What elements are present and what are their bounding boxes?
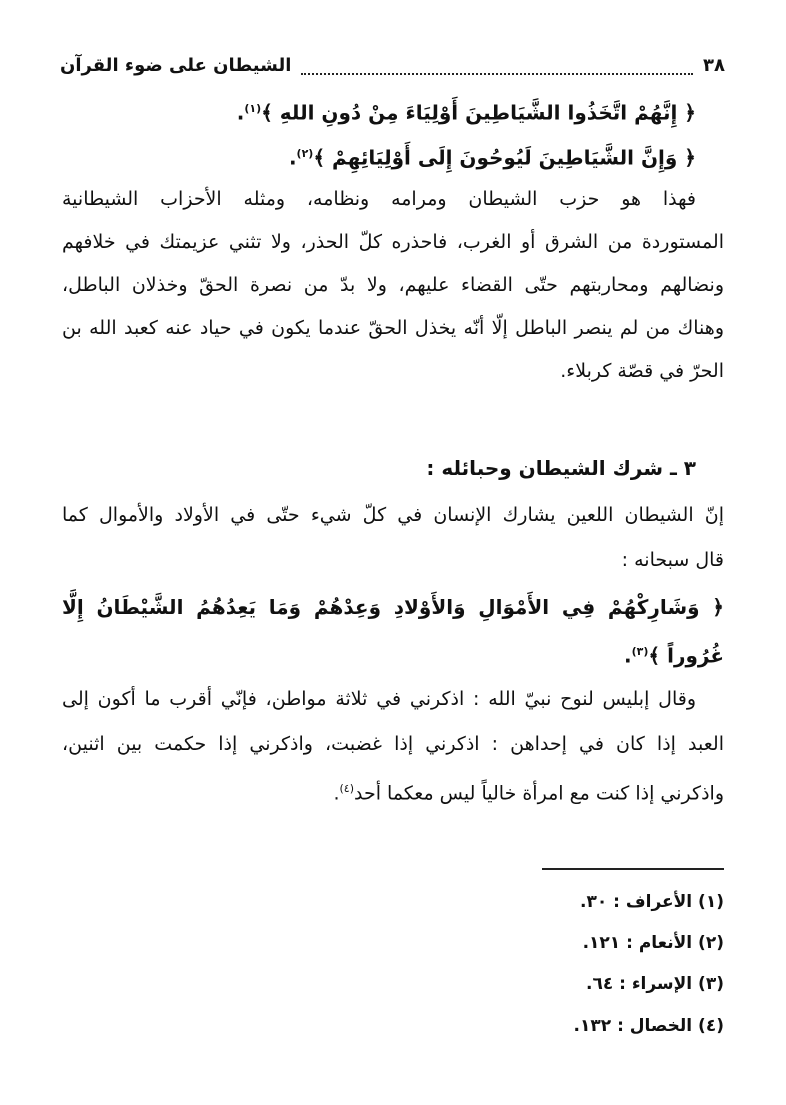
section-title: ٣ ـ شرك الشيطان وحبائله : [426, 456, 696, 480]
footnote-ref-3: (٣) [631, 645, 649, 658]
header-dotted-leader [301, 63, 693, 75]
paragraph-3-line-3: واذكرني إذا كنت مع امرأة خالياً ليس معكما أحد$^{(٤)}$. [333, 782, 724, 805]
paragraph-1-line-2: المستوردة من الشرق أو الغرب، فاحذره كلّ الحذر، ولا تثني عزيمتك في خلافهم [62, 231, 724, 253]
footnote-4: (٤) الخصال : ١٣٢. [573, 1016, 724, 1036]
footnote-2: (٢) الأنعام : ١٢١. [582, 933, 724, 953]
verse-1-text: ﴿ إِنَّهُمْ اتَّخَذُوا الشَّيَاطِينَ أَوْلِيَاءَ مِنْ دُونِ اللهِ ﴾ [261, 100, 696, 125]
verse-3-line-1: ﴿ وَشَارِكْهُمْ فِي الأَمْوَالِ وَالأَوْلادِ وَعِدْهُمْ وَمَا يَعِدُهُمُ الشَّيْطَانُ إِلَّا [62, 595, 724, 619]
verse-3-line-2-text: غُرُوراً ﴾ [648, 643, 724, 668]
paragraph-1-line-1: فهذا هو حزب الشيطان ومرامه ونظامه، ومثله الأحزاب الشيطانية [62, 188, 696, 210]
verse-2: ﴿ وَإِنَّ الشَّيَاطِينَ لَيُوحُونَ إِلَى أَوْلِيَائِهِمْ ﴾$^{(٢)}$. [288, 145, 696, 170]
verse-2-text: ﴿ وَإِنَّ الشَّيَاطِينَ لَيُوحُونَ إِلَى أَوْلِيَائِهِمْ ﴾ [313, 145, 696, 170]
paragraph-3-line-1: وقال إبليس لنوح نبيّ الله : اذكرني في ثلاثة مواطن، فإنّي أقرب ما أكون إلى [62, 688, 696, 710]
footnote-ref-4: (٤) [339, 782, 354, 795]
paragraph-2-line-1: إنّ الشيطان اللعين يشارك الإنسان في كلّ شيء حتّى في الأولاد والأموال كما [62, 504, 724, 526]
paragraph-1-line-4: وهناك من لم ينصر الباطل إلّا أنّه يخذل الحقّ عندما يكون في حياد عنه كعبد الله بن [62, 317, 724, 339]
page-number: ٣٨ [703, 54, 725, 76]
paragraph-3-line-2: العبد إذا كان في إحداهن : اذكرني إذا غضبت، واذكرني إذا حكمت بين اثنين، [62, 733, 724, 755]
footnote-1: (١) الأعراف : ٣٠. [580, 892, 724, 912]
verse-3-line-2: غُرُوراً ﴾$^{(٣)}$. [624, 643, 724, 668]
footnote-separator [542, 868, 724, 870]
verse-1: ﴿ إِنَّهُمْ اتَّخَذُوا الشَّيَاطِينَ أَوْلِيَاءَ مِنْ دُونِ اللهِ ﴾$^{(١)}$. [236, 100, 696, 125]
paragraph-1-line-5: الحرّ في قصّة كربلاء. [560, 360, 724, 382]
footnote-ref-1: (١) [244, 102, 262, 115]
paragraph-3-line-3-text: واذكرني إذا كنت مع امرأة خالياً ليس معكما أحد [354, 782, 724, 805]
running-title: الشيطان على ضوء القرآن [60, 54, 292, 76]
footnote-ref-2: (٢) [296, 147, 314, 160]
footnote-3: (٣) الإسراء : ٦٤. [585, 974, 724, 994]
page-header [60, 50, 725, 80]
paragraph-2-line-2: قال سبحانه : [621, 549, 724, 571]
paragraph-1-line-3: ونضالهم ومحاربتهم حتّى القضاء عليهم، ولا بدّ من نصرة الحقّ وخذلان الباطل، [62, 274, 724, 296]
